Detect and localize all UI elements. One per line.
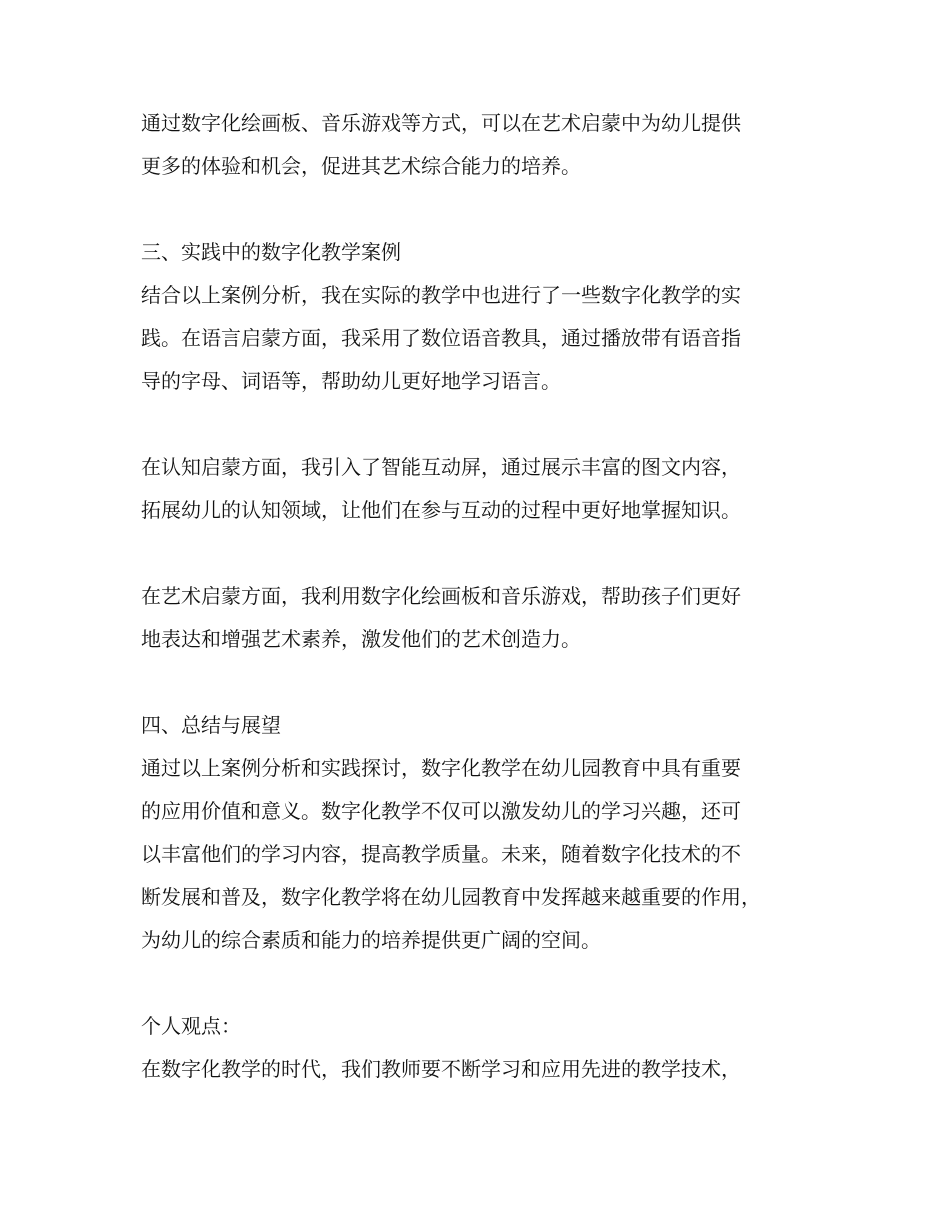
paragraph-line: 在认知启蒙方面，我引入了智能互动屏，通过展示丰富的图文内容， <box>141 455 741 479</box>
paragraph-line: 通过数字化绘画板、音乐游戏等方式，可以在艺术启蒙中为幼儿提供 <box>141 111 741 135</box>
paragraph-line: 在数字化教学的时代，我们教师要不断学习和应用先进的教学技术， <box>141 1057 741 1081</box>
paragraph-line: 地表达和增强艺术素养，激发他们的艺术创造力。 <box>141 627 581 651</box>
paragraph-line: 践。在语言启蒙方面，我采用了数位语音教具，通过播放带有语音指 <box>141 326 741 350</box>
paragraph-line: 通过以上案例分析和实践探讨，数字化教学在幼儿园教育中具有重要 <box>141 756 741 780</box>
paragraph-line: 结合以上案例分析，我在实际的教学中也进行了一些数字化教学的实 <box>141 283 741 307</box>
paragraph-line: 断发展和普及，数字化教学将在幼儿园教育中发挥越来越重要的作用， <box>141 885 761 909</box>
paragraph-line: 在艺术启蒙方面，我利用数字化绘画板和音乐游戏，帮助孩子们更好 <box>141 584 741 608</box>
paragraph-line: 以丰富他们的学习内容，提高教学质量。未来，随着数字化技术的不 <box>141 842 741 866</box>
section-heading: 三、实践中的数字化教学案例 <box>141 240 401 264</box>
subheading-label: 个人观点： <box>141 1014 241 1038</box>
paragraph-line: 更多的体验和机会，促进其艺术综合能力的培养。 <box>141 154 581 178</box>
paragraph-line: 为幼儿的综合素质和能力的培养提供更广阔的空间。 <box>141 928 601 952</box>
paragraph-line: 拓展幼儿的认知领域，让他们在参与互动的过程中更好地掌握知识。 <box>141 498 741 522</box>
section-heading: 四、总结与展望 <box>141 713 281 737</box>
paragraph-line: 的应用价值和意义。数字化教学不仅可以激发幼儿的学习兴趣，还可 <box>141 799 741 823</box>
paragraph-line: 导的字母、词语等，帮助幼儿更好地学习语言。 <box>141 369 561 393</box>
